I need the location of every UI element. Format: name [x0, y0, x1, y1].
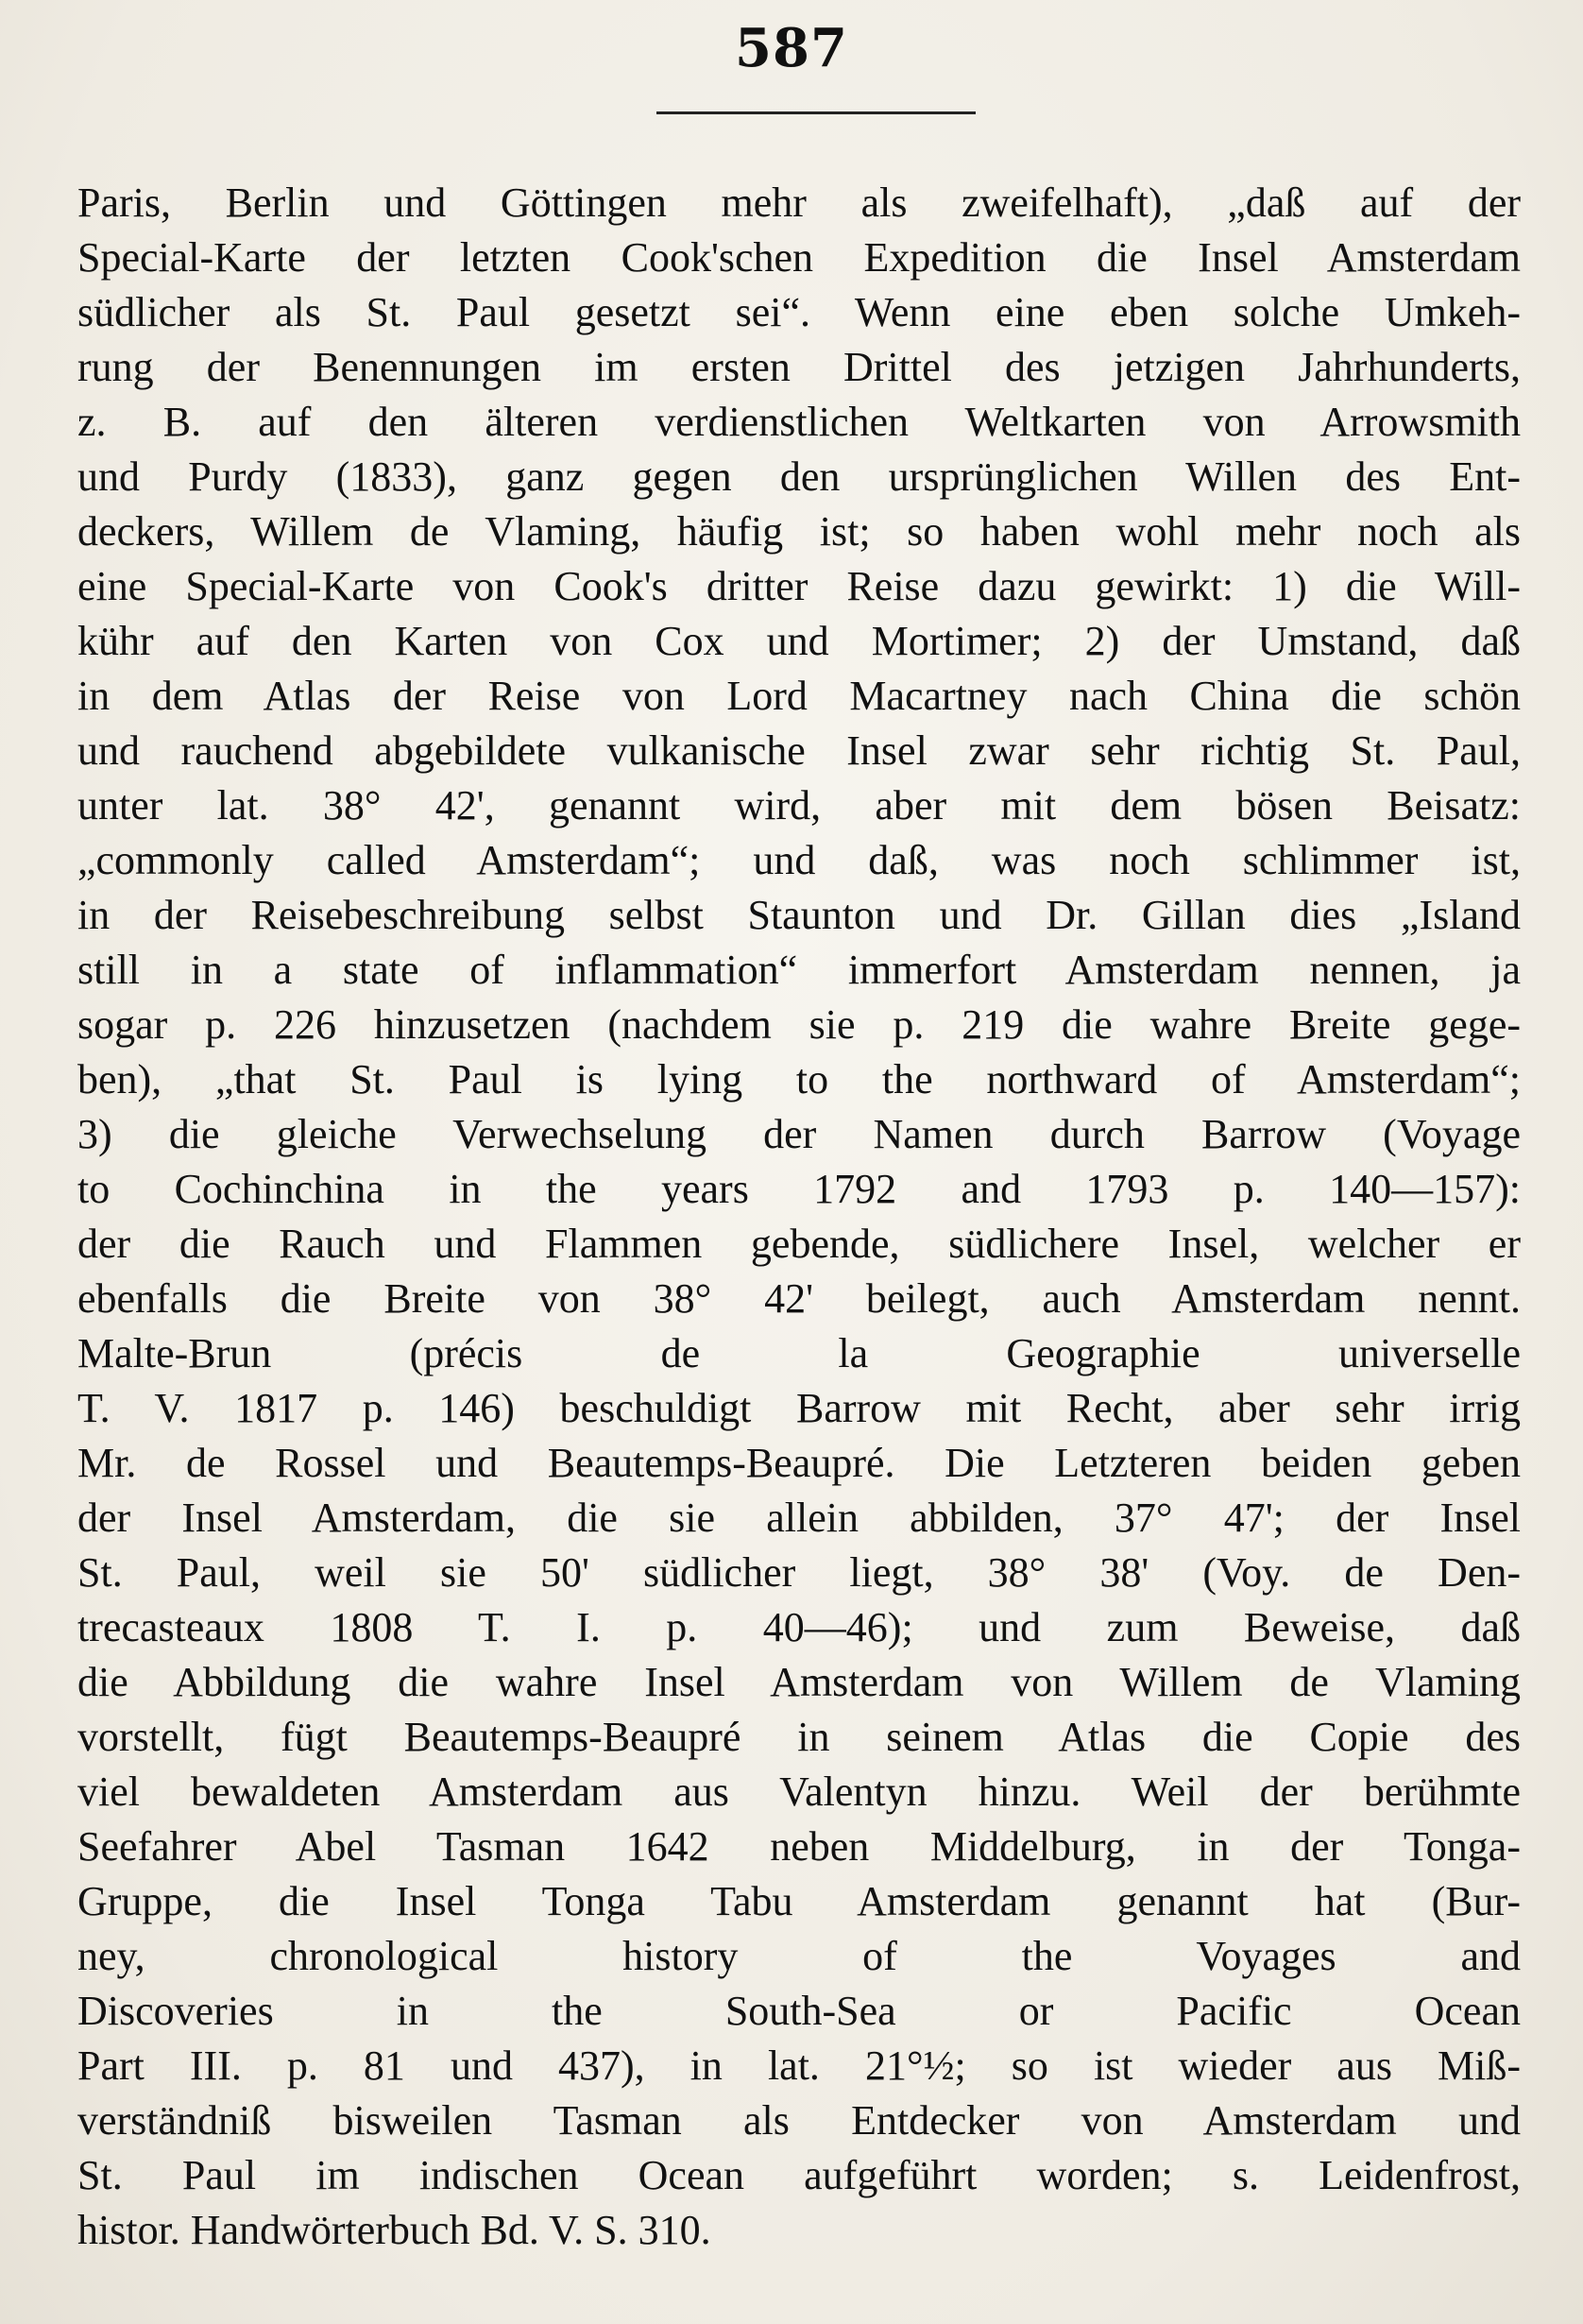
text-line: 3) die gleiche Verwechselung der Namen durch Barrow (Voyage [77, 1111, 1521, 1157]
text-line: to Cochinchina in the years 1792 and 1793 p. 140—157): [77, 1166, 1521, 1212]
page-number: 587 [735, 17, 848, 79]
text-line: kühr auf den Karten von Cox und Mortimer; 2) der Umstand, daß [77, 618, 1521, 664]
text-line: die Abbildung die wahre Insel Amsterdam von Willem de Vlaming [77, 1659, 1521, 1705]
text-line: still in a state of inflammation“ immerfort Amsterdam nennen, ja [77, 947, 1521, 993]
text-line: südlicher als St. Paul gesetzt sei“. Wenn eine eben solche Umkeh- [77, 289, 1521, 335]
text-line: T. V. 1817 p. 146) beschuldigt Barrow mit Recht, aber sehr irrig [77, 1385, 1521, 1431]
text-line: Seefahrer Abel Tasman 1642 neben Middelburg, in der Tonga- [77, 1823, 1521, 1870]
text-line: Paris, Berlin und Göttingen mehr als zweifelhaft), „daß auf der [77, 179, 1521, 226]
text-line: in dem Atlas der Reise von Lord Macartney nach China die schön [77, 673, 1521, 719]
text-line: Discoveries in the South-Sea or Pacific Ocean [77, 1988, 1521, 2034]
text-line: in der Reisebeschreibung selbst Staunton und Dr. Gillan dies „Island [77, 892, 1521, 938]
text-line: Special-Karte der letzten Cook'schen Expedition die Insel Amsterdam [77, 234, 1521, 281]
text-line: der die Rauch und Flammen gebende, südlichere Insel, welcher er [77, 1221, 1521, 1267]
text-line: Mr. de Rossel und Beautemps-Beaupré. Die Letzteren beiden geben [77, 1440, 1521, 1486]
text-line: sogar p. 226 hinzusetzen (nachdem sie p. 219 die wahre Breite gege- [77, 1001, 1521, 1048]
text-line: viel bewaldeten Amsterdam aus Valentyn hinzu. Weil der berühmte [77, 1769, 1521, 1815]
body-text [77, 176, 1521, 2258]
text-line: ben), „that St. Paul is lying to the northward of Amsterdam“; [77, 1056, 1521, 1102]
text-line: rung der Benennungen im ersten Drittel des jetzigen Jahrhunderts, [77, 344, 1521, 390]
text-line: verständniß bisweilen Tasman als Entdecker von Amsterdam und [77, 2097, 1521, 2144]
text-line: St. Paul im indischen Ocean aufgeführt worden; s. Leidenfrost, [77, 2152, 1521, 2198]
text-line: der Insel Amsterdam, die sie allein abbilden, 37° 47'; der Insel [77, 1495, 1521, 1541]
text-line: z. B. auf den älteren verdienstlichen Weltkarten von Arrowsmith [77, 399, 1521, 445]
text-line: ney, chronological history of the Voyages and [77, 1933, 1521, 1979]
text-line: Gruppe, die Insel Tonga Tabu Amsterdam genannt hat (Bur- [77, 1878, 1521, 1924]
text-line: und rauchend abgebildete vulkanische Insel zwar sehr richtig St. Paul, [77, 727, 1521, 774]
text-line: Malte-Brun (précis de la Geographie universelle [77, 1330, 1521, 1376]
text-line-last: histor. Handwörterbuch Bd. V. S. 310. [77, 2207, 711, 2253]
text-line: deckers, Willem de Vlaming, häufig ist; so haben wohl mehr noch als [77, 508, 1521, 555]
text-line: unter lat. 38° 42', genannt wird, aber mit dem bösen Beisatz: [77, 782, 1521, 829]
text-line: St. Paul, weil sie 50' südlicher liegt, 38° 38' (Voy. de Den- [77, 1549, 1521, 1596]
header-rule [656, 111, 976, 114]
text-line: ebenfalls die Breite von 38° 42' beilegt, auch Amsterdam nennt. [77, 1275, 1521, 1322]
text-line: Part III. p. 81 und 437), in lat. 21°½; so ist wieder aus Miß- [77, 2042, 1521, 2089]
text-line: vorstellt, fügt Beautemps-Beaupré in seinem Atlas die Copie des [77, 1714, 1521, 1760]
text-line: eine Special-Karte von Cook's dritter Reise dazu gewirkt: 1) die Will- [77, 563, 1521, 609]
text-line: trecasteaux 1808 T. I. p. 40—46); und zum Beweise, daß [77, 1604, 1521, 1650]
text-line: und Purdy (1833), ganz gegen den ursprünglichen Willen des Ent- [77, 453, 1521, 500]
text-line: „commonly called Amsterdam“; und daß, was noch schlimmer ist, [77, 837, 1521, 883]
